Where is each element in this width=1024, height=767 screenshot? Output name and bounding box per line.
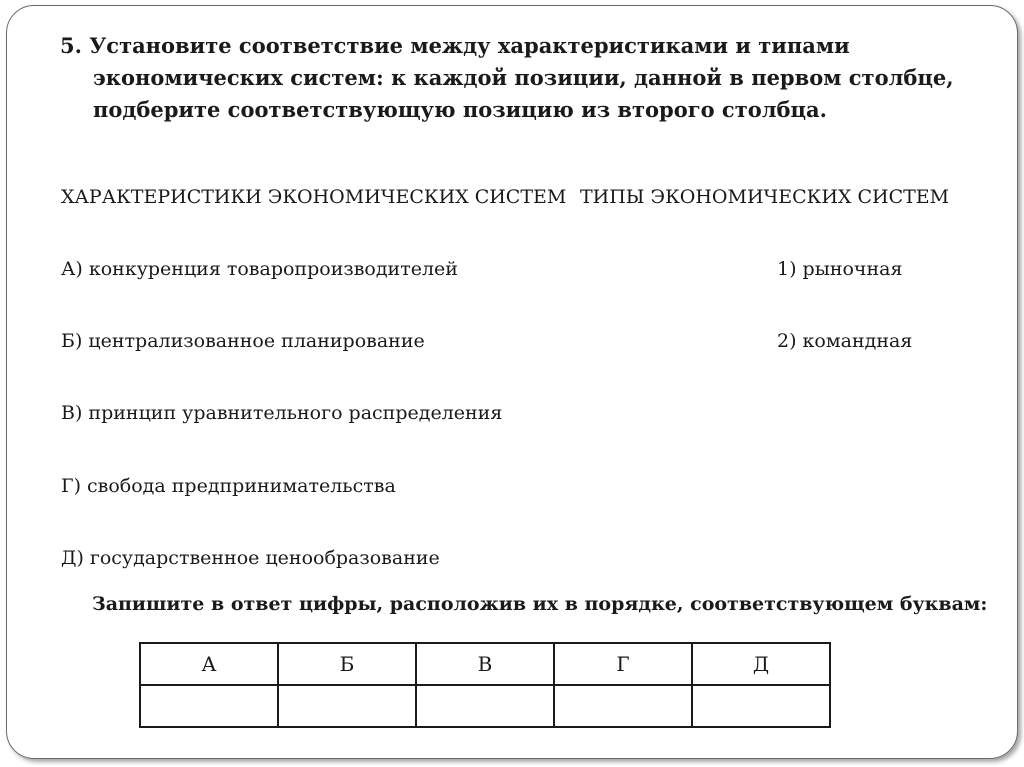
characteristic-g: Г) свобода предпринимательства xyxy=(61,475,396,497)
characteristic-b: Б) централизованное планирование xyxy=(61,330,425,352)
answer-header-b: Б xyxy=(278,643,416,685)
answer-cell-g[interactable] xyxy=(554,685,692,727)
answer-cell-b[interactable] xyxy=(278,685,416,727)
answer-table-header-row xyxy=(140,643,830,685)
answer-cell-a[interactable] xyxy=(140,685,278,727)
answer-header-d: Д xyxy=(692,643,830,685)
answer-instruction: Запишите в ответ цифры, расположив их в порядке, соответствующем буквам: xyxy=(92,593,988,615)
question-line-2: экономических систем: к каждой позиции, данной в первом столбце, xyxy=(93,65,954,90)
types-header: ТИПЫ ЭКОНОМИЧЕСКИХ СИСТЕМ xyxy=(580,186,950,208)
answer-cell-v[interactable] xyxy=(416,685,554,727)
characteristic-a: А) конкуренция товаропроизводителей xyxy=(61,258,458,280)
answer-table-input-row xyxy=(140,685,830,727)
answer-table xyxy=(139,642,831,728)
answer-header-a: А xyxy=(140,643,278,685)
question-line-3: подберите соответствующую позицию из второго столбца. xyxy=(93,97,827,122)
answer-header-g: Г xyxy=(554,643,692,685)
characteristic-v: В) принцип уравнительного распределения xyxy=(61,402,503,424)
question-line-1: 5. Установите соответствие между характеристиками и типами xyxy=(60,33,850,58)
answer-cell-d[interactable] xyxy=(692,685,830,727)
characteristics-header: ХАРАКТЕРИСТИКИ ЭКОНОМИЧЕСКИХ СИСТЕМ xyxy=(61,186,567,208)
type-command: 2) командная xyxy=(777,330,913,352)
answer-header-v: В xyxy=(416,643,554,685)
characteristic-d: Д) государственное ценообразование xyxy=(61,547,440,569)
question-text xyxy=(60,30,980,126)
type-market: 1) рыночная xyxy=(777,258,903,280)
